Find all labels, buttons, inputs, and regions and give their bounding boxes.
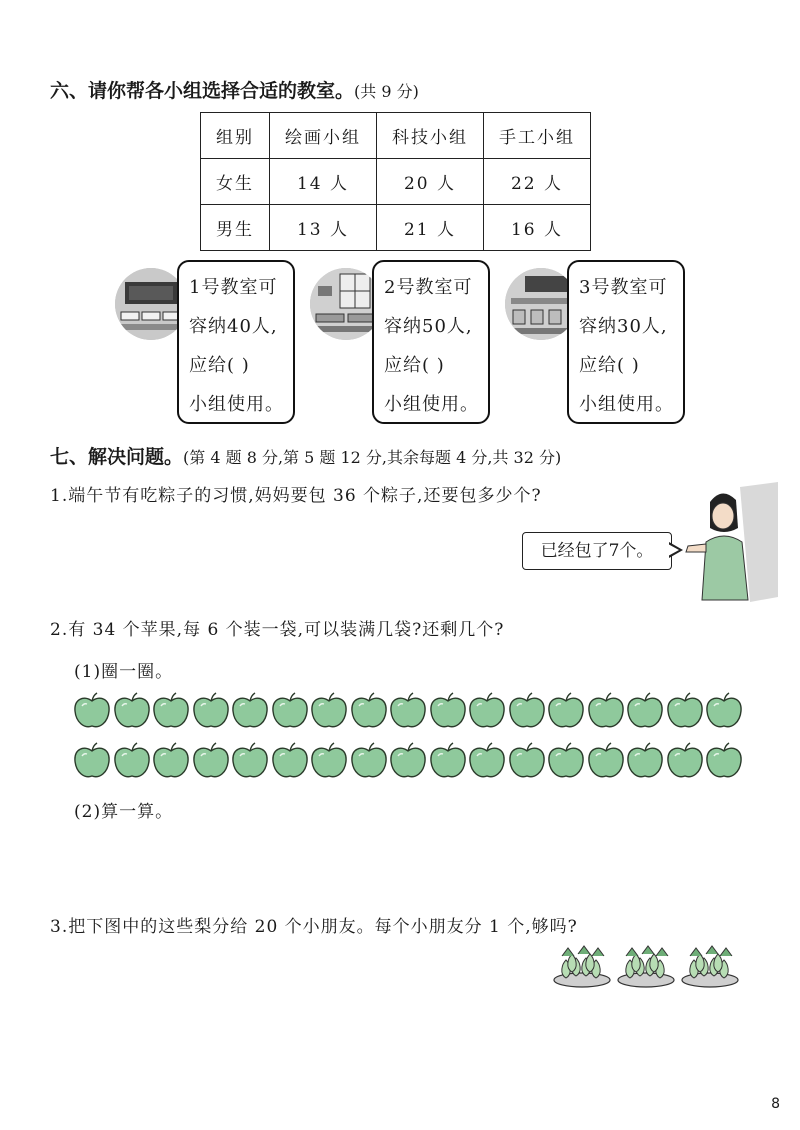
table-header-cell: 科技小组: [377, 113, 484, 159]
apple-icon[interactable]: [428, 692, 468, 730]
pear-plates: [552, 942, 752, 992]
section-6-title: 六、请你帮各小组选择合适的教室。: [50, 80, 355, 102]
apple-icon[interactable]: [625, 692, 665, 730]
group-table: [200, 112, 591, 251]
question-2: 2.有 34 个苹果,每 6 个装一袋,可以装满几袋?还剩几个?: [50, 620, 505, 640]
classroom-1-line1: 1号教室可: [189, 277, 278, 298]
section-7-title: 七、解决问题。: [50, 446, 184, 468]
apple-icon[interactable]: [546, 742, 586, 780]
apple-icon[interactable]: [388, 692, 428, 730]
question-1: 1.端午节有吃粽子的习惯,妈妈要包 36 个粽子,还要包多少个?: [50, 486, 542, 506]
apple-icon[interactable]: [586, 692, 626, 730]
classroom-2: [310, 260, 502, 435]
section-6-heading: [50, 76, 419, 103]
classroom-1-line4: 小组使用。: [189, 394, 284, 415]
pear-plate-icon: [680, 942, 740, 994]
pear-plate-icon: [616, 942, 676, 994]
table-row: [201, 205, 591, 251]
classroom-1-answer[interactable]: 应给( ): [189, 355, 250, 376]
classroom-3-line1: 3号教室可: [579, 277, 668, 298]
apple-icon[interactable]: [388, 742, 428, 780]
speech-bubble: 已经包了7个。: [522, 532, 672, 570]
classroom-2-line2: 容纳50人,: [384, 316, 473, 337]
apple-icon[interactable]: [625, 742, 665, 780]
apple-icon[interactable]: [270, 742, 310, 780]
apple-icon[interactable]: [191, 742, 231, 780]
table-cell: 男生: [201, 205, 270, 251]
apple-icon[interactable]: [546, 692, 586, 730]
apple-icon[interactable]: [507, 742, 547, 780]
apple-icon[interactable]: [467, 742, 507, 780]
section-7-score: (第 4 题 8 分,第 5 题 12 分,其余每题 4 分,共 32 分): [183, 448, 562, 467]
table-header-cell: 手工小组: [484, 113, 591, 159]
table-cell: 21 人: [377, 205, 484, 251]
apple-icon[interactable]: [704, 692, 744, 730]
classroom-3-card: [567, 260, 685, 424]
table-header-cell: 组别: [201, 113, 270, 159]
section-7-heading: [50, 442, 561, 469]
apple-icon[interactable]: [191, 692, 231, 730]
question-3: 3.把下图中的这些梨分给 20 个小朋友。每个小朋友分 1 个,够吗?: [50, 917, 578, 937]
classroom-1-card: [177, 260, 295, 424]
apple-row-2: [72, 742, 752, 782]
pear-plate-icon: [552, 942, 612, 994]
apple-icon[interactable]: [507, 692, 547, 730]
classroom-3-answer[interactable]: 应给( ): [579, 355, 640, 376]
apple-icon[interactable]: [428, 742, 468, 780]
classroom-2-line4: 小组使用。: [384, 394, 479, 415]
teacher-illustration: [680, 482, 780, 602]
apple-icon[interactable]: [665, 692, 705, 730]
apple-icon[interactable]: [309, 742, 349, 780]
classroom-3-line4: 小组使用。: [579, 394, 674, 415]
apple-icon[interactable]: [665, 742, 705, 780]
apple-icon[interactable]: [72, 742, 112, 780]
classroom-1-line2: 容纳40人,: [189, 316, 278, 337]
classroom-1: [115, 260, 307, 435]
speech-bubble-tail-inner: [668, 544, 679, 556]
section-6-score: (共 9 分): [354, 82, 419, 101]
apple-icon[interactable]: [230, 692, 270, 730]
question-2-part-1: (1)圈一圈。: [74, 662, 174, 682]
table-header-cell: 绘画小组: [270, 113, 377, 159]
classroom-3-line2: 容纳30人,: [579, 316, 668, 337]
apple-row-1: [72, 692, 752, 732]
table-row: [201, 159, 591, 205]
apple-icon[interactable]: [467, 692, 507, 730]
apple-icon[interactable]: [151, 742, 191, 780]
table-cell: 20 人: [377, 159, 484, 205]
apple-icon[interactable]: [151, 692, 191, 730]
apple-icon[interactable]: [230, 742, 270, 780]
apple-icon[interactable]: [270, 692, 310, 730]
apple-icon[interactable]: [704, 742, 744, 780]
apple-icon[interactable]: [72, 692, 112, 730]
apple-icon[interactable]: [112, 692, 152, 730]
apple-icon[interactable]: [309, 692, 349, 730]
question-2-part-2: (2)算一算。: [74, 802, 174, 822]
classroom-2-answer[interactable]: 应给( ): [384, 355, 445, 376]
classroom-2-card: [372, 260, 490, 424]
page-number: 8: [771, 1096, 780, 1112]
table-cell: 14 人: [270, 159, 377, 205]
apple-icon[interactable]: [112, 742, 152, 780]
classroom-2-line1: 2号教室可: [384, 277, 473, 298]
table-cell: 女生: [201, 159, 270, 205]
table-cell: 22 人: [484, 159, 591, 205]
apple-icon[interactable]: [349, 742, 389, 780]
classroom-3: [505, 260, 697, 435]
table-header-row: [201, 113, 591, 159]
table-cell: 13 人: [270, 205, 377, 251]
apple-icon[interactable]: [349, 692, 389, 730]
apple-icon[interactable]: [586, 742, 626, 780]
table-cell: 16 人: [484, 205, 591, 251]
